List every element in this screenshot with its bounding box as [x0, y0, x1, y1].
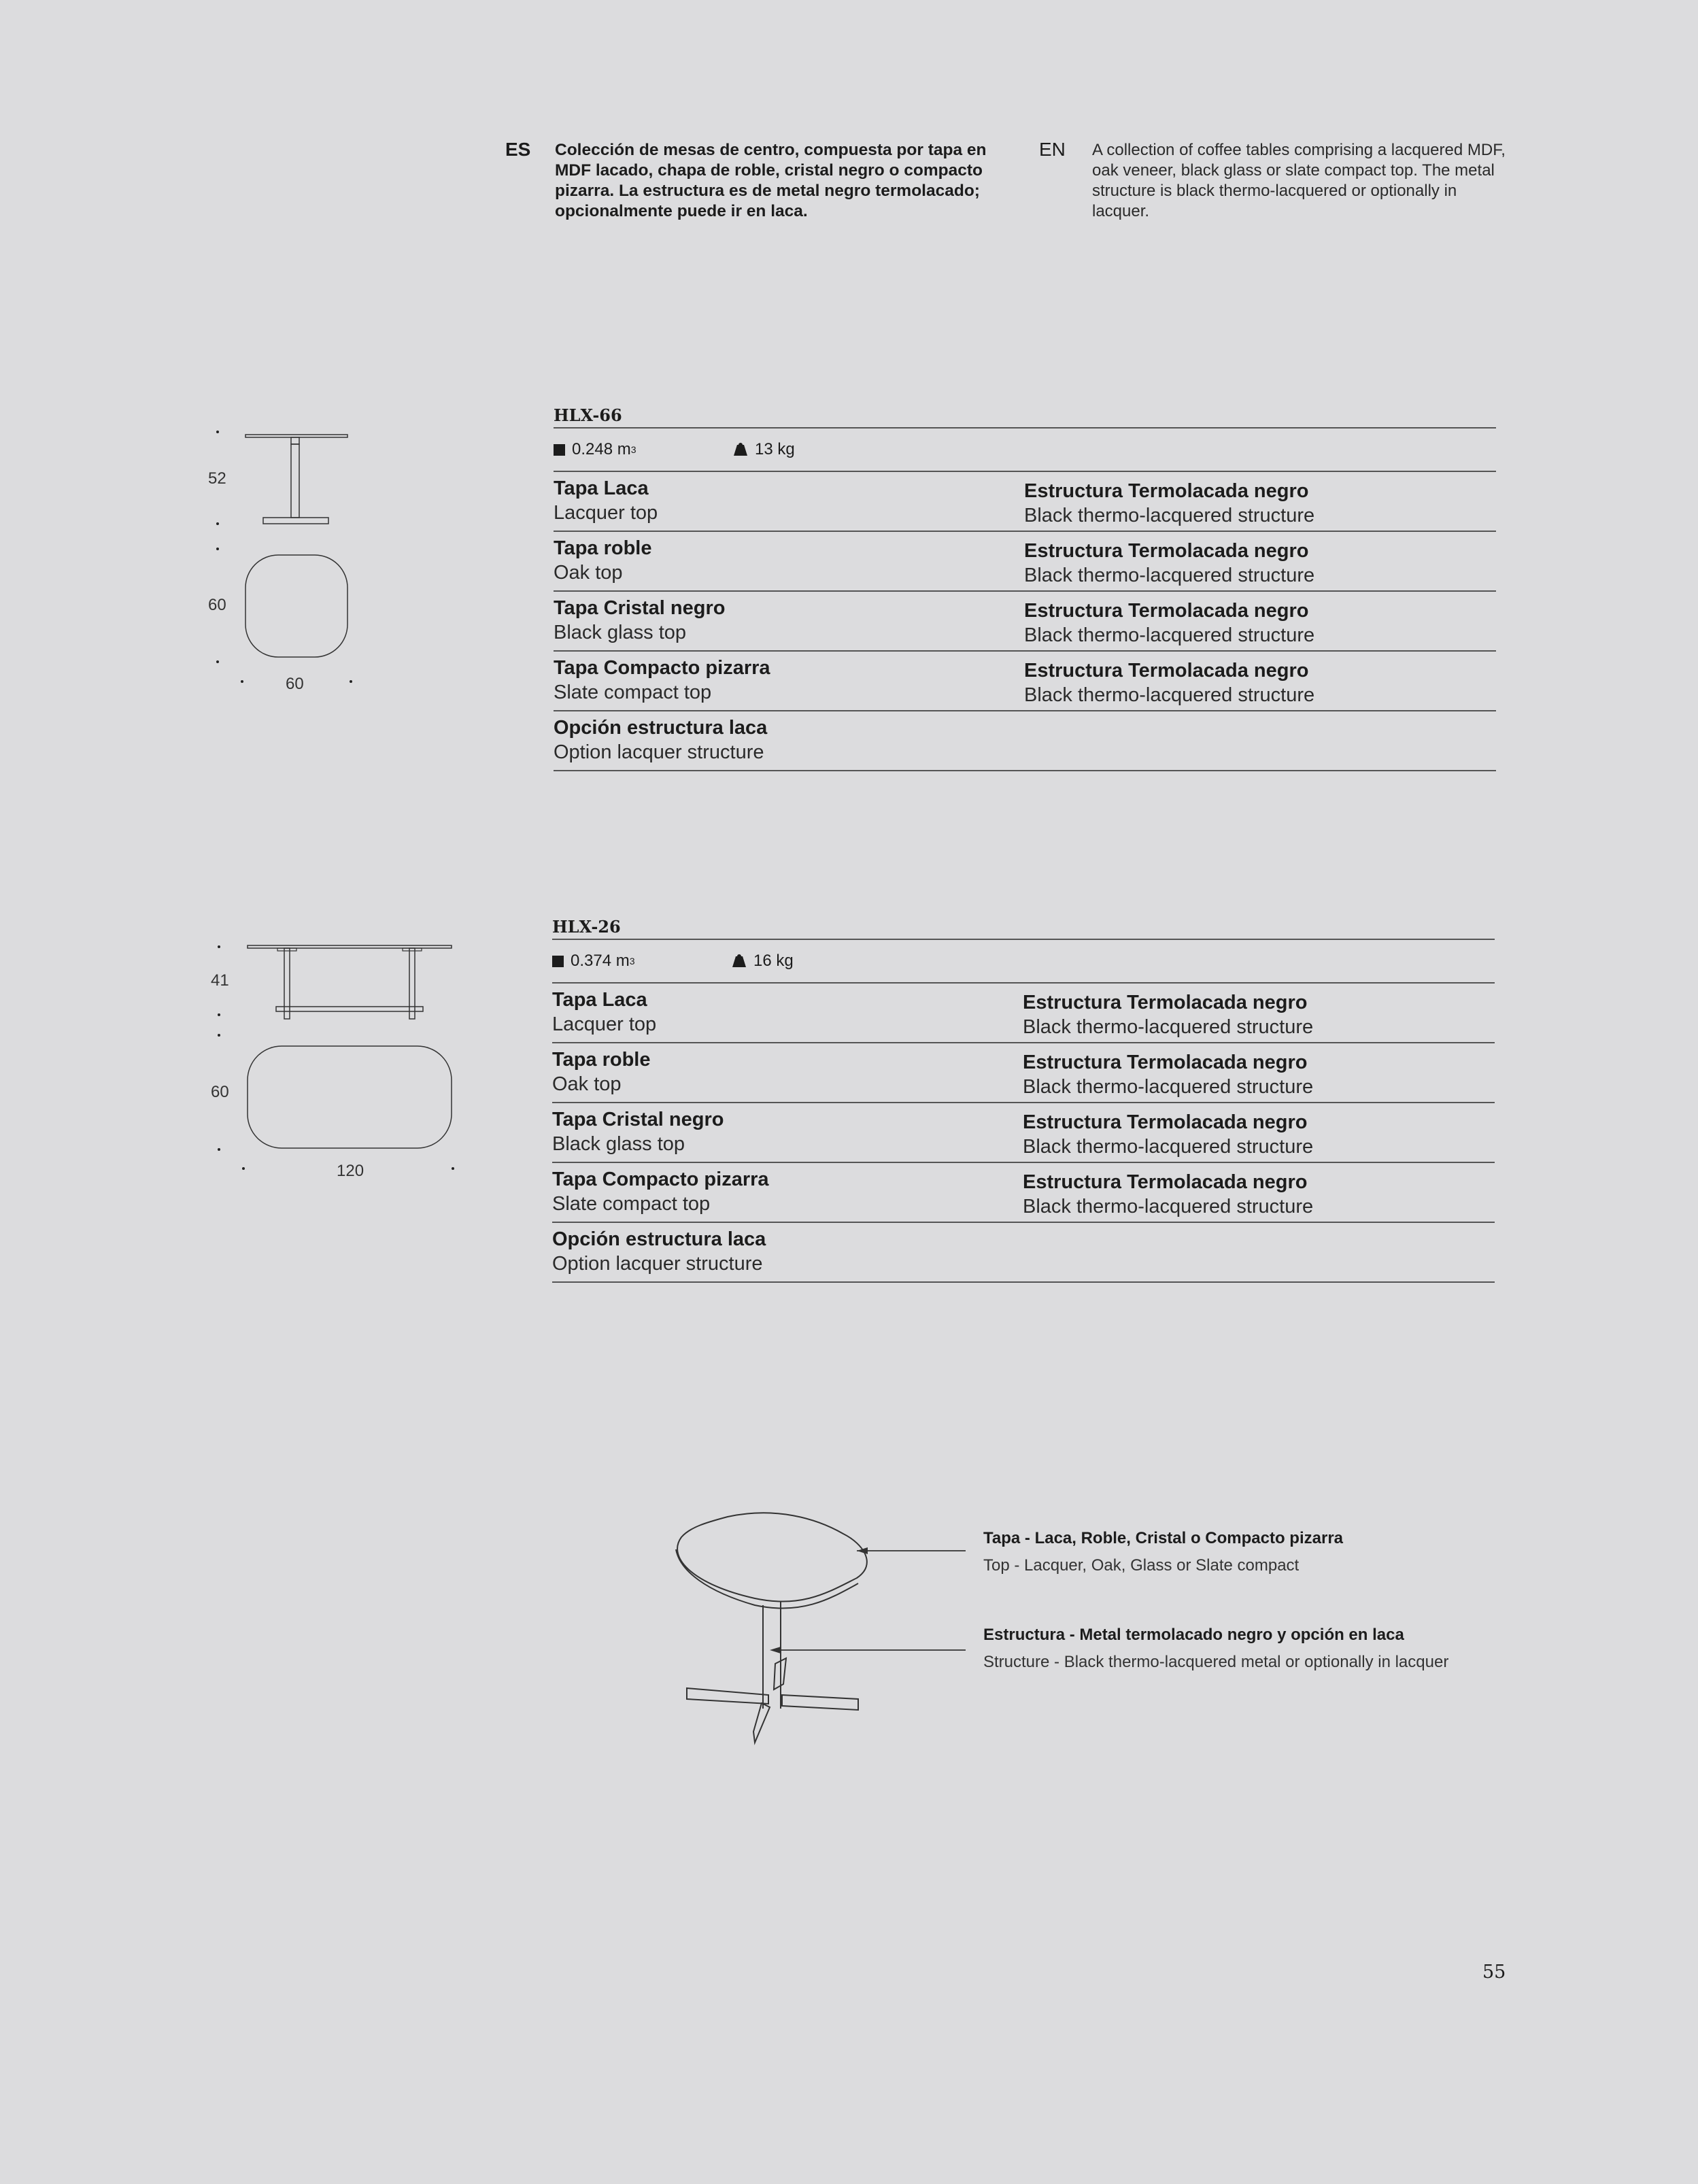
- intro-es-text: Colección de mesas de centro, compuesta por tapa en MDF lacado, chapa de roble, cristal negro o compacto pizarra. La estructura es de metal negro termolacado; opcionalmente puede ir en laca.: [555, 141, 987, 220]
- structure-es: Estructura Termolacada negro: [1024, 600, 1309, 622]
- dim-dot: [241, 680, 243, 683]
- structure-es: Estructura Termolacada negro: [1023, 1171, 1308, 1193]
- top-en: Oak top: [554, 562, 623, 584]
- callout-top-en: Top - Lacquer, Oak, Glass or Slate compact: [983, 1556, 1300, 1575]
- structure-es: Estructura Termolacada negro: [1024, 480, 1309, 502]
- structure-en: Black thermo-lacquered structure: [1024, 565, 1315, 586]
- page-number: 55: [1482, 1962, 1506, 1983]
- finish-row: [552, 1103, 1495, 1163]
- dim-dot: [242, 1167, 245, 1170]
- hlx26-side-view: [197, 937, 469, 1026]
- intro-en-label: EN: [1039, 139, 1066, 160]
- hlx66-height-dim: 52: [208, 469, 226, 488]
- dim-dot: [452, 1167, 454, 1170]
- finish-row: [552, 1043, 1495, 1103]
- structure-es: Estructura Termolacada negro: [1024, 540, 1309, 562]
- volume-unit-sup: 3: [630, 444, 636, 455]
- product-hlx26: [552, 915, 1495, 1283]
- top-en: Slate compact top: [554, 682, 712, 703]
- weight-spec: [733, 440, 795, 459]
- top-es: Tapa roble: [554, 537, 652, 559]
- dim-dot: [350, 680, 352, 683]
- option-es: Opción estructura laca: [554, 717, 768, 739]
- hlx26-top-view: [197, 1043, 469, 1159]
- dim-dot: [216, 548, 219, 550]
- dim-dot: [216, 431, 219, 433]
- dim-dot: [216, 522, 219, 525]
- top-es: Tapa Laca: [552, 989, 647, 1011]
- weight-icon: [733, 443, 748, 456]
- option-en: Option lacquer structure: [552, 1253, 763, 1275]
- top-es: Tapa Laca: [554, 477, 649, 499]
- structure-en: Black thermo-lacquered structure: [1024, 684, 1315, 706]
- dim-dot: [218, 945, 220, 948]
- volume-spec: [554, 440, 733, 459]
- hlx26-width-dim: 120: [337, 1162, 364, 1180]
- dim-dot: [218, 1148, 220, 1151]
- hlx66-depth-dim: 60: [208, 596, 226, 614]
- volume-icon: [552, 956, 564, 967]
- structure-es: Estructura Termolacada negro: [1023, 1052, 1308, 1073]
- callout-structure-en: Structure - Black thermo-lacquered metal or optionally in lacquer: [983, 1653, 1449, 1671]
- finish-row: [552, 1163, 1495, 1223]
- weight-value: 13 kg: [755, 440, 795, 458]
- volume-spec: [552, 952, 732, 971]
- callout-top-es: Tapa - Laca, Roble, Cristal o Compacto pizarra: [983, 1529, 1344, 1547]
- top-es: Tapa Cristal negro: [554, 597, 726, 619]
- option-es: Opción estructura laca: [552, 1228, 766, 1250]
- finish-row: [554, 532, 1496, 592]
- weight-value: 16 kg: [753, 952, 794, 970]
- volume-value: 0.374 m: [571, 952, 630, 970]
- volume-value: 0.248 m: [572, 440, 631, 458]
- product-specs: [554, 429, 1496, 471]
- hlx66-width-dim: 60: [286, 675, 304, 693]
- top-en: Lacquer top: [552, 1013, 657, 1035]
- product-specs: [552, 940, 1495, 982]
- finish-row: [554, 472, 1496, 532]
- dim-dot: [218, 1034, 220, 1037]
- top-en: Black glass top: [552, 1133, 685, 1155]
- hlx66-drawings: [197, 422, 374, 701]
- hlx26-height-dim: 41: [211, 971, 229, 990]
- hlx26-depth-dim: 60: [211, 1083, 229, 1101]
- top-en: Lacquer top: [554, 502, 658, 524]
- structure-en: Black thermo-lacquered structure: [1023, 1136, 1314, 1158]
- finish-row: [552, 984, 1495, 1043]
- structure-es: Estructura Termolacada negro: [1023, 992, 1308, 1013]
- volume-icon: [554, 444, 565, 456]
- top-en: Slate compact top: [552, 1193, 711, 1215]
- top-es: Tapa Compacto pizarra: [552, 1169, 769, 1190]
- intro-es-label: ES: [505, 139, 531, 160]
- product-hlx66: [554, 404, 1496, 771]
- dim-dot: [216, 660, 219, 663]
- option-en: Option lacquer structure: [554, 741, 764, 763]
- top-en: Black glass top: [554, 622, 687, 643]
- dim-dot: [218, 1013, 220, 1016]
- weight-icon: [732, 954, 747, 968]
- structure-en: Black thermo-lacquered structure: [1024, 624, 1315, 646]
- callout-structure-es: Estructura - Metal termolacado negro y opción en laca: [983, 1626, 1404, 1644]
- structure-en: Black thermo-lacquered structure: [1023, 1196, 1314, 1217]
- top-es: Tapa Cristal negro: [552, 1109, 724, 1130]
- product-title: HLX-66: [554, 405, 622, 425]
- structure-es: Estructura Termolacada negro: [1023, 1111, 1308, 1133]
- option-row: [552, 1223, 1495, 1283]
- structure-en: Black thermo-lacquered structure: [1024, 505, 1315, 526]
- option-row: [554, 711, 1496, 771]
- volume-unit-sup: 3: [629, 956, 635, 967]
- structure-es: Estructura Termolacada negro: [1024, 660, 1309, 682]
- top-es: Tapa roble: [552, 1049, 651, 1071]
- structure-en: Black thermo-lacquered structure: [1023, 1076, 1314, 1098]
- product-title: HLX-26: [552, 917, 621, 937]
- finish-row: [554, 652, 1496, 711]
- hlx26-drawings: [197, 937, 469, 1182]
- intro-en-text: A collection of coffee tables comprising a lacquered MDF, oak veneer, black glass or slate compact top. The metal structure is black thermo-lacquered or optionally in lacquer.: [1092, 141, 1506, 220]
- top-en: Oak top: [552, 1073, 622, 1095]
- structure-en: Black thermo-lacquered structure: [1023, 1016, 1314, 1038]
- finish-row: [554, 592, 1496, 652]
- weight-spec: [732, 952, 794, 971]
- top-es: Tapa Compacto pizarra: [554, 657, 770, 679]
